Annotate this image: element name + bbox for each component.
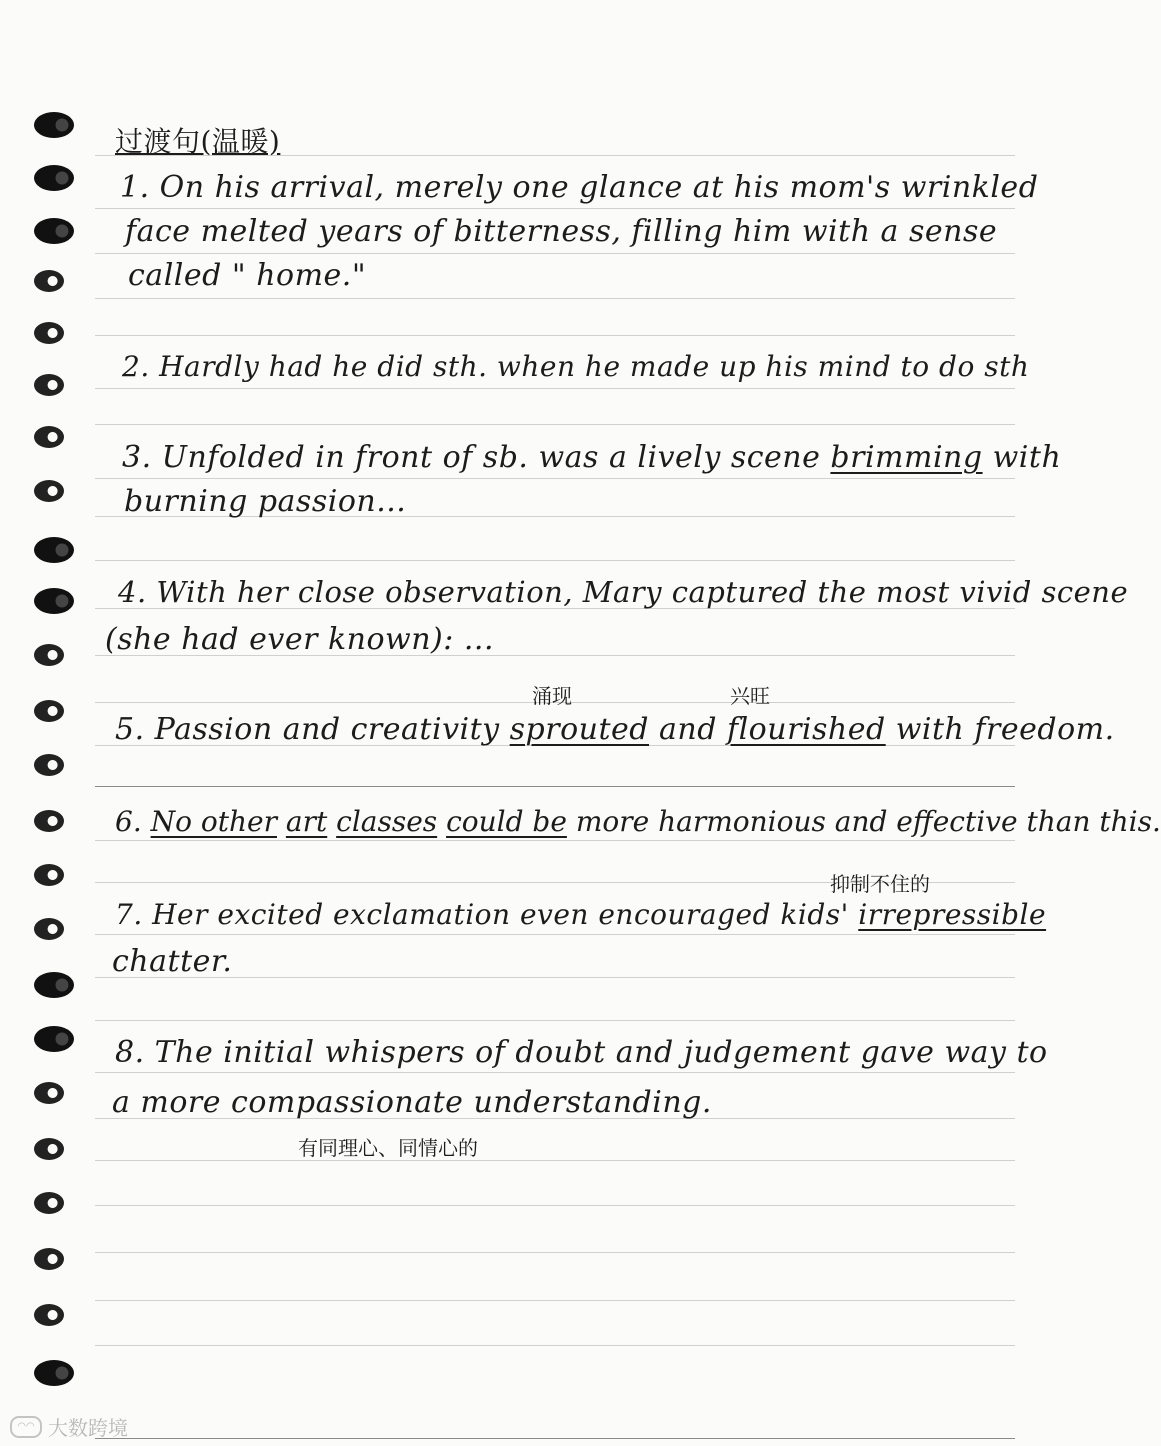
binding-hole	[34, 1026, 74, 1052]
entry-7-line-1	[115, 898, 1046, 931]
ruled-line	[95, 934, 1015, 935]
entry-5-keyword-1: sprouted	[509, 712, 649, 747]
binding-hole	[34, 1360, 74, 1386]
ruled-line	[95, 335, 1015, 336]
ruled-line	[95, 1160, 1015, 1161]
binding-hole	[34, 864, 64, 886]
ruled-line	[95, 424, 1015, 425]
entry-6-keyword-1: No other	[150, 805, 277, 838]
entry-1-line-3: called " home."	[128, 258, 367, 293]
entry-3-keyword: brimming	[830, 440, 983, 475]
binding-hole	[34, 754, 64, 776]
binding-hole	[34, 972, 74, 998]
binding-hole	[34, 588, 74, 614]
entry-6-line-1	[115, 805, 1161, 838]
entry-6-number: 6.	[115, 805, 151, 838]
entry-1-line-1: 1. On his arrival, merely one glance at his mom's wrinkled	[120, 170, 1039, 205]
entry-5-line-1	[115, 712, 1115, 747]
entry-4-line-1: 4. With her close observation, Mary captured the most vivid scene	[118, 575, 1129, 609]
page-title: 过渡句(温暖)	[115, 125, 281, 158]
ruled-line	[95, 208, 1015, 209]
ruled-line	[95, 1345, 1015, 1346]
ruled-line	[95, 253, 1015, 254]
entry-3-text-end: with	[982, 440, 1062, 475]
binding-hole	[34, 165, 74, 191]
binding-hole	[34, 112, 74, 138]
entry-6-text-end: more harmonious and effective than this.	[566, 805, 1161, 838]
ruled-line	[95, 977, 1015, 978]
ruled-line	[95, 1438, 1015, 1439]
binding-hole	[34, 1082, 64, 1104]
annotation-flourished: 兴旺	[730, 684, 770, 708]
ruled-line	[95, 840, 1015, 841]
watermark-logo-icon: ◠◠	[10, 1416, 42, 1438]
entry-5-text-end: with freedom.	[885, 712, 1115, 747]
ruled-line	[95, 388, 1015, 389]
binding-hole	[34, 644, 64, 666]
ruled-line	[95, 1020, 1015, 1021]
entry-2-line-1: 2. Hardly had he did sth. when he made up his mind to do sth	[122, 350, 1030, 383]
entry-1-line-2: face melted years of bitterness, filling him with a sense	[125, 214, 998, 249]
entry-8-line-1: 8. The initial whispers of doubt and judgement gave way to	[115, 1035, 1048, 1070]
binding-hole	[34, 700, 64, 722]
ruled-line	[95, 298, 1015, 299]
binding-hole	[34, 1248, 64, 1270]
binding-hole	[34, 322, 64, 344]
entry-3-line-2: burning passion...	[124, 484, 407, 519]
ruled-line	[95, 560, 1015, 561]
binding-hole	[34, 426, 64, 448]
binding-hole	[34, 810, 64, 832]
binding-hole	[34, 1192, 64, 1214]
binding-hole	[34, 537, 74, 563]
entry-3-text: 3. Unfolded in front of sb. was a lively scene	[122, 440, 831, 475]
annotation-sprouted: 涌现	[532, 684, 572, 708]
binding-hole	[34, 1138, 64, 1160]
ruled-line	[95, 1205, 1015, 1206]
ruled-line	[95, 1252, 1015, 1253]
entry-6-keyword-2: art	[285, 805, 328, 838]
entry-4-line-2: (she had ever known): ...	[105, 622, 495, 657]
binding-hole	[34, 374, 64, 396]
entry-8-line-2: a more compassionate understanding.	[112, 1085, 712, 1120]
binding-hole	[34, 270, 64, 292]
ruled-line	[95, 786, 1015, 787]
annotation-compassionate: 有同理心、同情心的	[298, 1136, 478, 1160]
ruled-line	[95, 1072, 1015, 1073]
entry-6-keyword-4: could be	[446, 805, 567, 838]
binding-hole	[34, 480, 64, 502]
binding-hole	[34, 1304, 64, 1326]
binding-hole	[34, 218, 74, 244]
ruled-line	[95, 478, 1015, 479]
binding-hole	[34, 918, 64, 940]
annotation-irrepressible: 抑制不住的	[830, 872, 930, 896]
entry-6-keyword-3: classes	[336, 805, 438, 838]
entry-3-line-1	[122, 440, 1061, 475]
entry-5-text-mid: and	[649, 712, 727, 747]
watermark-text: 大数跨境	[48, 1416, 128, 1440]
watermark	[10, 1412, 128, 1441]
entry-7-line-2: chatter.	[112, 944, 233, 979]
entry-5-text: 5. Passion and creativity	[115, 712, 510, 747]
entry-7-keyword: irrepressible	[858, 898, 1047, 931]
entry-7-text: 7. Her excited exclamation even encouraged kids'	[115, 898, 859, 931]
entry-5-keyword-2: flourished	[726, 712, 886, 747]
ruled-line	[95, 1300, 1015, 1301]
